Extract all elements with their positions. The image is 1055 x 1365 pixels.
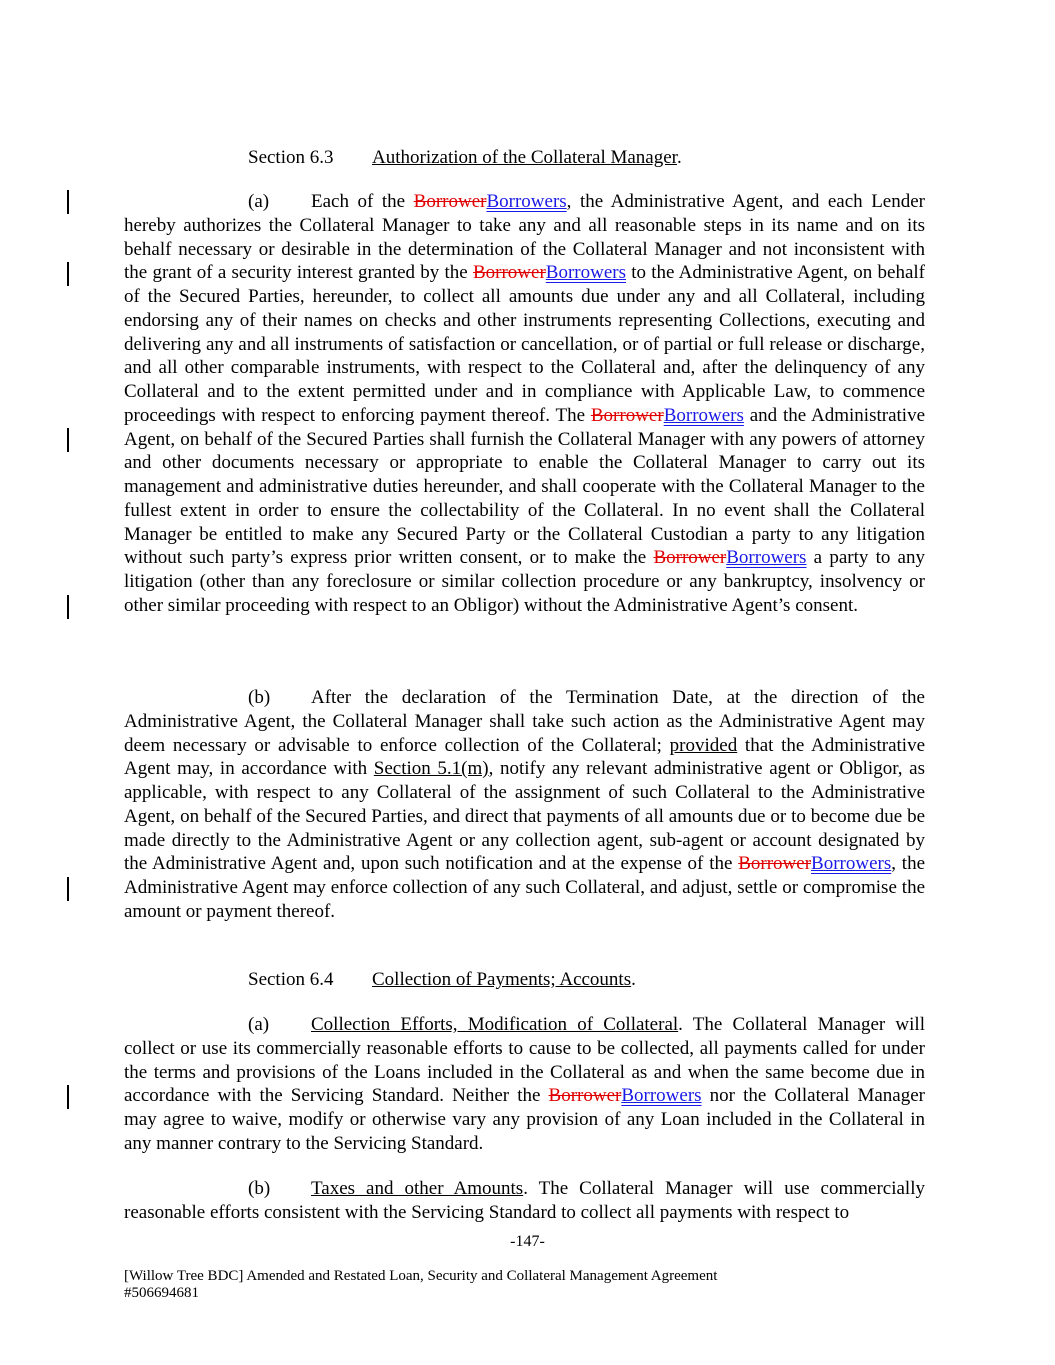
punct: . bbox=[676, 147, 682, 168]
section-number: Section 6.4 bbox=[248, 969, 334, 990]
text: , the Administrative Agent may enforce collection of any such Collateral, and adjust, settle or compromise the amount or payment thereof. bbox=[124, 853, 926, 922]
paragraph-6-4-a bbox=[124, 1013, 925, 1156]
text: , notify any relevant administrative agent or Obligor, as applicable, with respect to any Collateral of the assignment of such Collateral to the Administrative Agent, on behalf of the Secured Parties, and direct that payments of all amounts due or to become due be made directly to the Administrative Agent or any collection agent, sub-agent or account designated by the Administrative Agent and, upon such notification and at the expense of the bbox=[124, 758, 925, 875]
paragraph-6-3-b bbox=[124, 686, 925, 924]
section-number: Section 6.3 bbox=[248, 147, 334, 168]
section-title: Authorization of the Collateral Manager bbox=[372, 147, 677, 168]
change-bar bbox=[67, 1085, 69, 1109]
footer-title: [Willow Tree BDC] Amended and Restated Loan, Security and Collateral Management Agreement bbox=[124, 1268, 718, 1284]
punct: . bbox=[631, 969, 636, 990]
deleted-text: Borrower bbox=[548, 1085, 622, 1107]
clause-label: (a) bbox=[248, 191, 270, 212]
paragraph-6-3-a bbox=[124, 190, 925, 618]
change-bar bbox=[67, 190, 69, 214]
inserted-text: Borrowers bbox=[621, 1085, 702, 1107]
clause-label: (a) bbox=[248, 1014, 270, 1035]
inserted-text: Borrowers bbox=[545, 262, 626, 284]
text: . The Collateral Manager will use commercially reasonable efforts consistent with the Servicing Standard to collect all payments with respect to bbox=[124, 1178, 925, 1223]
underlined-term: provided bbox=[669, 734, 738, 756]
page-number: -147- bbox=[510, 1233, 545, 1250]
footer bbox=[124, 1268, 717, 1302]
change-bar bbox=[67, 877, 69, 901]
change-bar bbox=[67, 262, 69, 286]
section-title: Collection of Payments; Accounts bbox=[372, 969, 632, 990]
change-bar bbox=[67, 428, 69, 452]
section-6-3-heading bbox=[248, 146, 682, 170]
text: . The Collateral Manager will collect or use its commercially reasonable efforts to cause to be collected, all payments called for under the terms and provisions of the Loans included in the Collateral as and when the same become due in accordance with the Servicing Standard. Neither the bbox=[124, 1014, 925, 1107]
text: After the declaration of the Termination Date, at the direction of the Administrative Agent, the Collateral Manager shall take such action as the Administrative Agent may deem necessary or advisable to enforce collection of the Collateral; bbox=[124, 687, 925, 756]
paragraph-6-4-b bbox=[124, 1177, 925, 1225]
text: nor the Collateral Manager may agree to waive, modify or otherwise vary any provision of any Loan included in the Collateral in any manner contrary to the Servicing Standard. bbox=[124, 1085, 925, 1154]
text: that the Administrative Agent may, in accordance with bbox=[124, 734, 925, 780]
deleted-text: Borrower bbox=[653, 547, 727, 569]
footer-doc-id: #506694681 bbox=[124, 1285, 199, 1301]
clause-title: Taxes and other Amounts bbox=[311, 1178, 524, 1199]
deleted-text: Borrower bbox=[590, 404, 664, 426]
text: to the Administrative Agent, on behalf of the Secured Parties, hereunder, to collect all amounts due under any and all Collateral, including endorsing any of their names on checks and other instruments representing Collections, executing and delivering any and all instruments of satisfaction or cancellation, or of partial or full release or discharge, and all other comparable instruments, with respect to the Collateral and, after the delinquency of any Collateral and to the extent permitted under and in compliance with Applicable Law, to commence proceedings with respect to enforcing payment thereof. The bbox=[124, 262, 926, 426]
text: a party to any litigation (other than any foreclosure or similar collection procedure or any bankruptcy, insolvency or other similar proceeding with respect to an Obligor) without the Administrative Agent’s consent. bbox=[124, 547, 925, 616]
change-bar bbox=[67, 595, 69, 619]
text: , the Administrative Agent, and each Lender hereby authorizes the Collateral Manager to take any and all reasonable steps in its name and on its behalf necessary or desirable in the determination of the Collateral Manager and not inconsistent with the grant of a security interest granted by the bbox=[124, 191, 926, 284]
section-reference: Section 5.1(m) bbox=[373, 758, 489, 780]
deleted-text: Borrower bbox=[738, 853, 812, 875]
clause-title: Collection Efforts, Modification of Collateral bbox=[311, 1014, 679, 1035]
deleted-text: Borrower bbox=[413, 191, 487, 212]
inserted-text: Borrowers bbox=[486, 191, 567, 212]
text: Each of the bbox=[311, 191, 414, 212]
clause-label: (b) bbox=[248, 1178, 271, 1199]
text: and the Administrative Agent, on behalf of the Secured Parties shall furnish the Collateral Manager with any powers of attorney and other documents necessary or appropriate to enable the Collateral Manager to carry out its management and administrative duties hereunder, and shall cooperate with the Collateral Manager to the fullest extent in order to ensure the collectability of the Collateral. In no event shall the Collateral Manager be entitled to make any Secured Party or the Collateral Custodian a party to any litigation without such party’s express prior written consent, or to make the bbox=[124, 404, 925, 569]
deleted-text: Borrower bbox=[472, 262, 546, 284]
section-6-4-heading bbox=[248, 968, 636, 992]
inserted-text: Borrowers bbox=[811, 853, 892, 875]
clause-label: (b) bbox=[248, 687, 271, 708]
inserted-text: Borrowers bbox=[726, 547, 807, 569]
inserted-text: Borrowers bbox=[663, 404, 744, 426]
